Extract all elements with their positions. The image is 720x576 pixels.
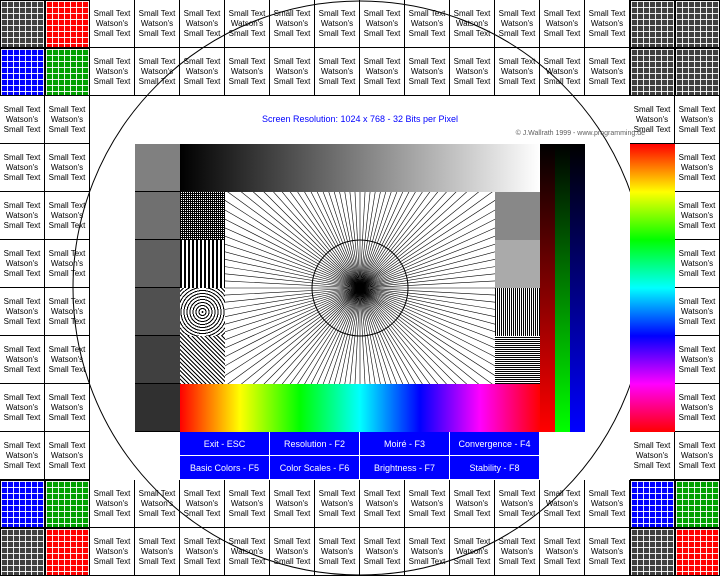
tile-text-line2: Watson's xyxy=(410,546,444,556)
tile-text-line2: Watson's xyxy=(95,66,129,76)
tile-text-line1: Small Text xyxy=(498,536,536,546)
tile-text-line3: Small Text xyxy=(498,556,536,566)
menu-button-basic-colors-f5[interactable]: Basic Colors - F5 xyxy=(180,456,270,480)
tile-text-line2: Watson's xyxy=(455,66,489,76)
tile-text-line3: Small Text xyxy=(48,460,86,470)
tile-text-line3: Small Text xyxy=(678,316,716,326)
tile-text-line2: Watson's xyxy=(365,546,399,556)
green-scale-bar xyxy=(555,144,570,432)
tile-text-line1: Small Text xyxy=(678,440,716,450)
tile-text-line3: Small Text xyxy=(408,76,446,86)
tile-text-line1: Small Text xyxy=(138,8,176,18)
tile-text-line3: Small Text xyxy=(543,76,581,86)
tile-text-line3: Small Text xyxy=(498,508,536,518)
tile-text-line1: Small Text xyxy=(48,248,86,258)
tile-text-line2: Watson's xyxy=(500,546,534,556)
pattern-tile xyxy=(180,336,225,384)
tile-text-line1: Small Text xyxy=(138,488,176,498)
tile-text-line3: Small Text xyxy=(228,556,266,566)
tile-text-line2: Watson's xyxy=(635,114,669,124)
tile-text-line1: Small Text xyxy=(3,248,41,258)
tile-text-line1: Small Text xyxy=(3,392,41,402)
tile-text-line3: Small Text xyxy=(273,508,311,518)
tile-text-line2: Watson's xyxy=(500,18,534,28)
tile-text-line3: Small Text xyxy=(678,268,716,278)
tile-text-line1: Small Text xyxy=(408,488,446,498)
tile-text-line1: Small Text xyxy=(138,56,176,66)
tile-text-line2: Watson's xyxy=(680,354,714,364)
tile-text-line2: Watson's xyxy=(365,66,399,76)
tile-text-line1: Small Text xyxy=(48,344,86,354)
tile-text-line2: Watson's xyxy=(590,498,624,508)
tile-text-line2: Watson's xyxy=(50,258,84,268)
tile-text-line2: Watson's xyxy=(320,18,354,28)
tile-text-line3: Small Text xyxy=(93,556,131,566)
tile-text-line2: Watson's xyxy=(185,18,219,28)
tile-text-line1: Small Text xyxy=(228,536,266,546)
tile-text-line1: Small Text xyxy=(183,8,221,18)
tile-text-line2: Watson's xyxy=(50,114,84,124)
tile-text-line2: Watson's xyxy=(5,354,39,364)
blue-scale-bar xyxy=(570,144,585,432)
tile-text-line3: Small Text xyxy=(3,172,41,182)
tile-text-line3: Small Text xyxy=(228,508,266,518)
tile-text-line1: Small Text xyxy=(48,440,86,450)
tile-text-line2: Watson's xyxy=(50,354,84,364)
tile-text-line3: Small Text xyxy=(678,124,716,134)
tile-text-line1: Small Text xyxy=(93,8,131,18)
tile-text-line2: Watson's xyxy=(95,498,129,508)
pattern-tile xyxy=(495,288,540,336)
tile-text-line2: Watson's xyxy=(275,498,309,508)
tile-text-line2: Watson's xyxy=(230,66,264,76)
tile-text-line1: Small Text xyxy=(183,56,221,66)
tile-text-line1: Small Text xyxy=(678,248,716,258)
tile-text-line1: Small Text xyxy=(678,392,716,402)
tile-text-line3: Small Text xyxy=(678,412,716,422)
tile-text-line3: Small Text xyxy=(228,76,266,86)
tile-text-line2: Watson's xyxy=(95,546,129,556)
tile-text-line2: Watson's xyxy=(455,546,489,556)
tile-text-line2: Watson's xyxy=(5,402,39,412)
tile-text-line1: Small Text xyxy=(453,8,491,18)
tile-text-line3: Small Text xyxy=(3,268,41,278)
tile-text-line1: Small Text xyxy=(228,56,266,66)
tile-text-line1: Small Text xyxy=(363,536,401,546)
tile-text-line3: Small Text xyxy=(453,76,491,86)
tile-text-line1: Small Text xyxy=(453,56,491,66)
gray-gradient-bar xyxy=(180,144,540,192)
tile-text-line2: Watson's xyxy=(185,546,219,556)
tile-text-line1: Small Text xyxy=(588,488,626,498)
tile-text-line1: Small Text xyxy=(498,488,536,498)
tile-text-line1: Small Text xyxy=(588,8,626,18)
tile-text-line2: Watson's xyxy=(590,66,624,76)
tile-text-line2: Watson's xyxy=(500,66,534,76)
tile-text-line3: Small Text xyxy=(183,556,221,566)
tile-text-line2: Watson's xyxy=(5,450,39,460)
tile-text-line3: Small Text xyxy=(363,76,401,86)
pattern-tile xyxy=(180,240,225,288)
tile-text-line3: Small Text xyxy=(3,220,41,230)
tile-text-line1: Small Text xyxy=(678,200,716,210)
tile-text-line1: Small Text xyxy=(3,200,41,210)
tile-text-line3: Small Text xyxy=(48,364,86,374)
tile-text-line2: Watson's xyxy=(50,162,84,172)
tile-text-line2: Watson's xyxy=(500,498,534,508)
tile-text-line3: Small Text xyxy=(48,220,86,230)
tile-text-line3: Small Text xyxy=(48,124,86,134)
tile-text-line1: Small Text xyxy=(183,536,221,546)
gray-step xyxy=(135,144,180,192)
menu-button-color-scales-f6[interactable]: Color Scales - F6 xyxy=(270,456,360,480)
tile-text-line3: Small Text xyxy=(93,508,131,518)
tile-text-line3: Small Text xyxy=(138,556,176,566)
tile-text-line2: Watson's xyxy=(50,450,84,460)
tile-text-line1: Small Text xyxy=(363,56,401,66)
menu-button-moir-f3[interactable]: Moiré - F3 xyxy=(360,432,450,456)
tile-text-line2: Watson's xyxy=(545,66,579,76)
copyright-label: © J.Wallrath 1999 - www.programming.de xyxy=(515,130,645,137)
tile-text-line2: Watson's xyxy=(545,498,579,508)
tile-text-line1: Small Text xyxy=(138,536,176,546)
menu-button-resolution-f2[interactable]: Resolution - F2 xyxy=(270,432,360,456)
tile-text-line3: Small Text xyxy=(3,316,41,326)
tile-text-line3: Small Text xyxy=(588,28,626,38)
tile-text-line3: Small Text xyxy=(3,460,41,470)
tile-text-line3: Small Text xyxy=(633,460,671,470)
tile-text-line2: Watson's xyxy=(635,450,669,460)
tile-text-line1: Small Text xyxy=(678,296,716,306)
tile-text-line1: Small Text xyxy=(318,488,356,498)
tile-text-line1: Small Text xyxy=(363,8,401,18)
tile-text-line3: Small Text xyxy=(93,28,131,38)
tile-text-line2: Watson's xyxy=(140,546,174,556)
tile-text-line1: Small Text xyxy=(318,8,356,18)
tile-text-line1: Small Text xyxy=(93,56,131,66)
tile-text-line3: Small Text xyxy=(588,556,626,566)
tile-text-line1: Small Text xyxy=(3,344,41,354)
tile-text-line3: Small Text xyxy=(363,28,401,38)
tile-text-line3: Small Text xyxy=(183,508,221,518)
tile-text-line1: Small Text xyxy=(273,536,311,546)
spectrum-bar xyxy=(180,384,540,432)
tile-text-line2: Watson's xyxy=(275,66,309,76)
pattern-tile xyxy=(180,288,225,336)
tile-text-line2: Watson's xyxy=(455,498,489,508)
tile-text-line1: Small Text xyxy=(273,56,311,66)
tile-text-line1: Small Text xyxy=(543,536,581,546)
tile-text-line3: Small Text xyxy=(138,76,176,86)
tile-text-line2: Watson's xyxy=(230,18,264,28)
tile-text-line3: Small Text xyxy=(678,460,716,470)
tile-text-line3: Small Text xyxy=(408,28,446,38)
tile-text-line3: Small Text xyxy=(3,124,41,134)
tile-text-line1: Small Text xyxy=(408,536,446,546)
tile-text-line3: Small Text xyxy=(273,76,311,86)
tile-text-line3: Small Text xyxy=(408,556,446,566)
tile-text-line1: Small Text xyxy=(543,488,581,498)
tile-text-line2: Watson's xyxy=(140,66,174,76)
tile-text-line1: Small Text xyxy=(183,488,221,498)
tile-text-line3: Small Text xyxy=(273,28,311,38)
tile-text-line1: Small Text xyxy=(93,488,131,498)
tile-text-line2: Watson's xyxy=(320,546,354,556)
tile-text-line2: Watson's xyxy=(185,498,219,508)
tile-text-line1: Small Text xyxy=(633,104,671,114)
tile-text-line2: Watson's xyxy=(50,210,84,220)
tile-text-line1: Small Text xyxy=(453,488,491,498)
tile-text-line3: Small Text xyxy=(678,364,716,374)
tile-text-line2: Watson's xyxy=(140,18,174,28)
tile-text-line3: Small Text xyxy=(363,556,401,566)
tile-text-line2: Watson's xyxy=(230,546,264,556)
tile-text-line2: Watson's xyxy=(5,114,39,124)
tile-text-line2: Watson's xyxy=(140,498,174,508)
tile-text-line2: Watson's xyxy=(365,498,399,508)
tile-text-line3: Small Text xyxy=(273,556,311,566)
tile-text-line1: Small Text xyxy=(3,296,41,306)
gray-step xyxy=(135,192,180,240)
tile-text-line3: Small Text xyxy=(3,412,41,422)
tile-text-line1: Small Text xyxy=(498,8,536,18)
tile-text-line2: Watson's xyxy=(680,114,714,124)
tile-text-line2: Watson's xyxy=(365,18,399,28)
tile-text-line2: Watson's xyxy=(680,402,714,412)
tile-text-line1: Small Text xyxy=(3,104,41,114)
menu-button-exit-esc[interactable]: Exit - ESC xyxy=(180,432,270,456)
tile-text-line2: Watson's xyxy=(275,546,309,556)
tile-text-line1: Small Text xyxy=(363,488,401,498)
screen-resolution-label: Screen Resolution: 1024 x 768 - 32 Bits per Pixel xyxy=(261,114,459,124)
tile-text-line1: Small Text xyxy=(678,152,716,162)
tile-text-line2: Watson's xyxy=(680,258,714,268)
tile-text-line3: Small Text xyxy=(543,556,581,566)
tile-text-line1: Small Text xyxy=(3,152,41,162)
tile-text-line2: Watson's xyxy=(185,66,219,76)
tile-text-line3: Small Text xyxy=(678,220,716,230)
tile-text-line1: Small Text xyxy=(318,56,356,66)
tile-text-line3: Small Text xyxy=(498,76,536,86)
menu-button-convergence-f4[interactable]: Convergence - F4 xyxy=(450,432,540,456)
tile-text-line3: Small Text xyxy=(48,172,86,182)
tile-text-line3: Small Text xyxy=(318,28,356,38)
tile-text-line2: Watson's xyxy=(50,402,84,412)
tile-text-line1: Small Text xyxy=(633,440,671,450)
pattern-tile xyxy=(180,192,225,240)
tile-text-line3: Small Text xyxy=(588,508,626,518)
tile-text-line1: Small Text xyxy=(543,56,581,66)
tile-text-line2: Watson's xyxy=(545,18,579,28)
tile-text-line1: Small Text xyxy=(678,344,716,354)
tile-text-line2: Watson's xyxy=(320,66,354,76)
tile-text-line2: Watson's xyxy=(275,18,309,28)
pattern-tile xyxy=(495,240,540,288)
tile-text-line2: Watson's xyxy=(5,306,39,316)
tile-text-line2: Watson's xyxy=(680,210,714,220)
tile-text-line1: Small Text xyxy=(273,8,311,18)
red-scale-bar xyxy=(540,144,555,432)
tile-text-line3: Small Text xyxy=(453,556,491,566)
tile-text-line3: Small Text xyxy=(633,124,671,134)
tile-text-line3: Small Text xyxy=(678,172,716,182)
tile-text-line2: Watson's xyxy=(590,546,624,556)
tile-text-line1: Small Text xyxy=(498,56,536,66)
tile-text-line2: Watson's xyxy=(410,498,444,508)
tile-text-line3: Small Text xyxy=(138,28,176,38)
tile-text-line3: Small Text xyxy=(453,508,491,518)
tile-text-line2: Watson's xyxy=(410,66,444,76)
menu-button-brightness-f7[interactable]: Brightness - F7 xyxy=(360,456,450,480)
tile-text-line1: Small Text xyxy=(273,488,311,498)
tile-text-line2: Watson's xyxy=(5,210,39,220)
gray-step xyxy=(135,240,180,288)
tile-text-line2: Watson's xyxy=(410,18,444,28)
tile-text-line3: Small Text xyxy=(543,28,581,38)
tile-text-line1: Small Text xyxy=(453,536,491,546)
tile-text-line3: Small Text xyxy=(93,76,131,86)
tile-text-line1: Small Text xyxy=(48,152,86,162)
tile-text-line2: Watson's xyxy=(230,498,264,508)
tile-text-line2: Watson's xyxy=(680,450,714,460)
tile-text-line3: Small Text xyxy=(453,28,491,38)
tile-text-line3: Small Text xyxy=(138,508,176,518)
tile-text-line1: Small Text xyxy=(678,104,716,114)
tile-text-line2: Watson's xyxy=(590,18,624,28)
tile-text-line1: Small Text xyxy=(588,536,626,546)
tile-text-line3: Small Text xyxy=(48,316,86,326)
tile-text-line1: Small Text xyxy=(48,104,86,114)
tile-text-line3: Small Text xyxy=(543,508,581,518)
tile-text-line3: Small Text xyxy=(588,76,626,86)
tile-text-line2: Watson's xyxy=(320,498,354,508)
tile-text-line1: Small Text xyxy=(408,56,446,66)
tile-text-line2: Watson's xyxy=(455,18,489,28)
tile-text-line3: Small Text xyxy=(318,556,356,566)
pattern-tile xyxy=(495,336,540,384)
tile-text-line1: Small Text xyxy=(228,8,266,18)
tile-text-line3: Small Text xyxy=(228,28,266,38)
tile-text-line3: Small Text xyxy=(183,28,221,38)
moire-starburst xyxy=(225,192,495,384)
tile-text-line1: Small Text xyxy=(48,392,86,402)
tile-text-line3: Small Text xyxy=(318,508,356,518)
tile-text-line1: Small Text xyxy=(93,536,131,546)
gray-step xyxy=(135,336,180,384)
tile-text-line2: Watson's xyxy=(5,162,39,172)
tile-text-line3: Small Text xyxy=(318,76,356,86)
tile-text-line1: Small Text xyxy=(588,56,626,66)
tile-text-line1: Small Text xyxy=(228,488,266,498)
tile-text-line3: Small Text xyxy=(363,508,401,518)
tile-text-line2: Watson's xyxy=(545,546,579,556)
tile-text-line1: Small Text xyxy=(408,8,446,18)
tile-text-line1: Small Text xyxy=(543,8,581,18)
tile-text-line2: Watson's xyxy=(50,306,84,316)
tile-text-line2: Watson's xyxy=(5,258,39,268)
tile-text-line1: Small Text xyxy=(48,200,86,210)
pattern-tile xyxy=(495,192,540,240)
tile-text-line2: Watson's xyxy=(680,306,714,316)
tile-text-line3: Small Text xyxy=(3,364,41,374)
tile-text-line3: Small Text xyxy=(408,508,446,518)
tile-text-line3: Small Text xyxy=(48,268,86,278)
gray-step xyxy=(135,288,180,336)
tile-text-line1: Small Text xyxy=(48,296,86,306)
tile-text-line2: Watson's xyxy=(680,162,714,172)
tile-text-line3: Small Text xyxy=(48,412,86,422)
gray-step xyxy=(135,384,180,432)
tile-text-line2: Watson's xyxy=(95,18,129,28)
tile-text-line1: Small Text xyxy=(318,536,356,546)
hue-bar xyxy=(630,144,675,432)
tile-text-line3: Small Text xyxy=(498,28,536,38)
menu-button-stability-f8[interactable]: Stability - F8 xyxy=(450,456,540,480)
tile-text-line1: Small Text xyxy=(3,440,41,450)
tile-text-line3: Small Text xyxy=(183,76,221,86)
